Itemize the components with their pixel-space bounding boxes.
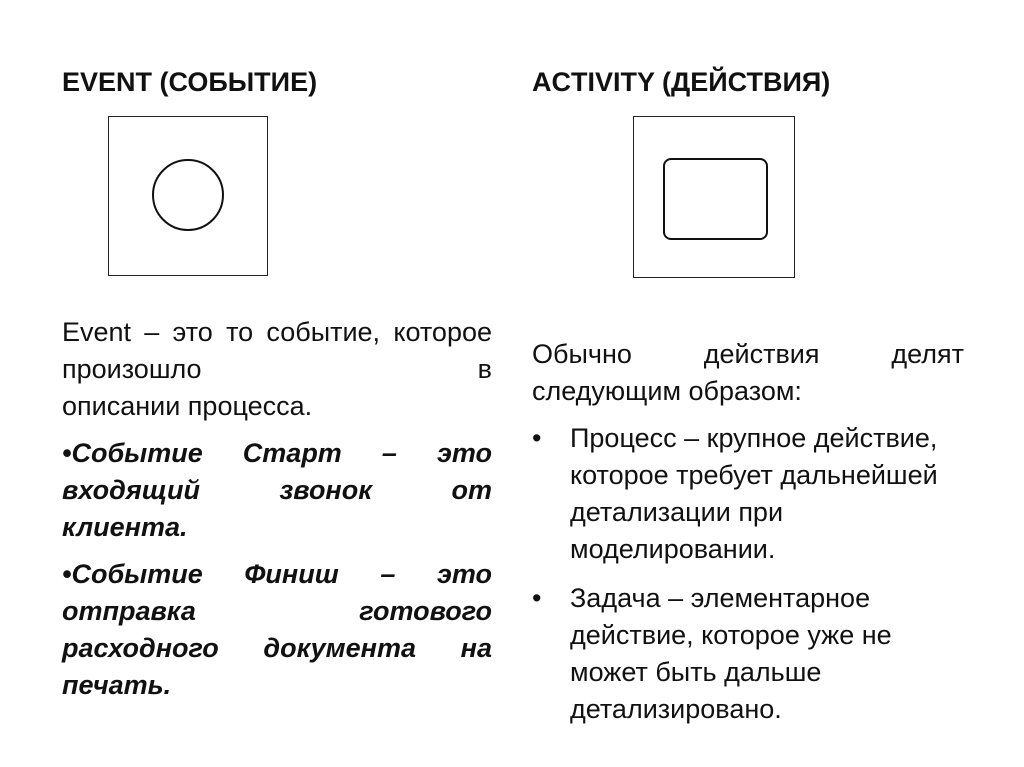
event-finish-line-4: печать. bbox=[62, 670, 172, 700]
event-finish-line-3: расходного документа на bbox=[62, 633, 492, 663]
activity-text-block bbox=[532, 336, 964, 740]
event-finish-line-2: отправка готового bbox=[62, 596, 492, 626]
circle-icon bbox=[152, 159, 224, 231]
event-finish-line-1: •Событие Финиш – это bbox=[62, 559, 492, 589]
activity-process-text: Процесс – крупное действие, которое требует дальнейшей детализации при моделировании. bbox=[570, 423, 938, 564]
list-item bbox=[532, 580, 964, 728]
activity-intro bbox=[532, 336, 964, 410]
event-finish-description bbox=[62, 556, 492, 704]
list-item bbox=[532, 420, 964, 568]
event-heading: EVENT (СОБЫТИЕ) bbox=[62, 67, 318, 97]
bullet-icon: • bbox=[532, 583, 542, 613]
event-description-line-1: Event – это то событие, bbox=[62, 317, 381, 347]
event-symbol-box bbox=[108, 116, 268, 276]
event-start-line-3: клиента. bbox=[62, 512, 188, 542]
bullet-icon: • bbox=[532, 423, 542, 453]
event-description bbox=[62, 314, 492, 425]
rounded-rectangle-icon bbox=[663, 158, 768, 240]
event-text-block bbox=[62, 314, 492, 714]
activity-intro-line-1: Обычно действия делят bbox=[532, 339, 964, 369]
activity-heading: ACTIVITY (ДЕЙСТВИЯ) bbox=[532, 67, 831, 97]
activity-intro-line-2: следующим образом: bbox=[532, 376, 802, 406]
activity-bullet-list bbox=[532, 420, 964, 728]
activity-task-text: Задача – элементарное действие, которое уже не может быть дальше детализировано. bbox=[570, 583, 892, 724]
activity-symbol-box bbox=[633, 116, 795, 278]
event-description-line-2: которое произошло в bbox=[62, 317, 492, 384]
event-start-line-2: входящий звонок от bbox=[62, 475, 492, 505]
event-start-description bbox=[62, 435, 492, 546]
event-start-line-1: •Событие Старт – это bbox=[62, 438, 492, 468]
event-description-line-3: описании процесса. bbox=[62, 391, 313, 421]
